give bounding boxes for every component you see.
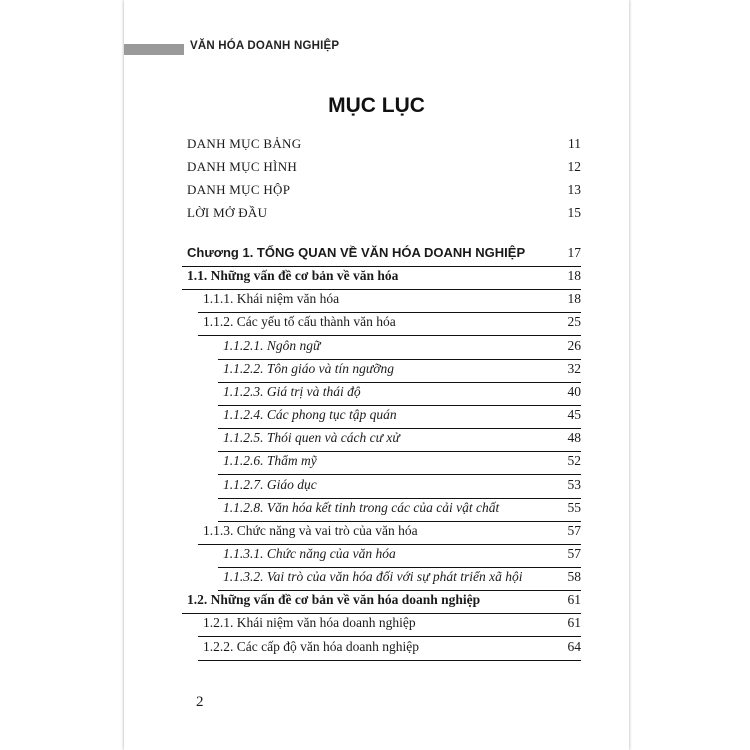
toc-entry-label: 1.2. Những vấn đề cơ bản về văn hóa doanh nghiệp (187, 592, 481, 607)
toc-entry-page: 12 (567, 159, 581, 174)
toc-entry-rule (198, 636, 581, 637)
toc-entry-chapter (124, 245, 629, 267)
toc-entry-label: 1.1.2.3. Giá trị và thái độ (223, 384, 361, 399)
toc-entry-page: 26 (567, 338, 581, 353)
toc-entry-rule (218, 428, 581, 429)
toc-entry-label: 1.1.3.1. Chức năng của văn hóa (223, 546, 396, 561)
toc-entry-rule (218, 474, 581, 475)
toc-entry-rule (218, 498, 581, 499)
toc-entry-label: 1.1.2.7. Giáo dục (223, 477, 317, 492)
toc-entry-rule (218, 521, 581, 522)
toc-entry-label: 1.1.2.1. Ngôn ngữ (223, 338, 321, 353)
toc-entry-page: 15 (567, 205, 581, 220)
toc-entry-rule (182, 289, 581, 290)
toc-entry-rule (198, 335, 581, 336)
toc-entry-page: 57 (567, 523, 581, 538)
toc-entry-page: 58 (567, 569, 581, 584)
toc-entry-sec (124, 592, 629, 614)
toc-front-item (124, 159, 629, 181)
toc-entry-page: 13 (567, 182, 581, 197)
page-number: 2 (196, 694, 204, 710)
toc-entry-label: 1.1.2. Các yếu tố cấu thành văn hóa (203, 314, 396, 329)
toc-entry-page: 61 (567, 615, 581, 630)
toc-entry-page: 11 (568, 136, 581, 151)
toc-entry-label: 1.1.1. Khái niệm văn hóa (203, 291, 340, 306)
toc-entry-rule (218, 405, 581, 406)
toc-heading: MỤC LỤC (328, 94, 425, 117)
toc-front-item (124, 182, 629, 204)
toc-entry-sub3 (124, 361, 629, 383)
toc-entry-sub2 (124, 639, 629, 661)
toc-entry-page: 32 (567, 361, 581, 376)
toc-entry-sec (124, 268, 629, 290)
toc-entry-sub2 (124, 291, 629, 313)
toc-front-item (124, 136, 629, 158)
toc-entry-sub2 (124, 615, 629, 637)
toc-entry-sub3 (124, 477, 629, 499)
toc-entry-page: 18 (567, 268, 581, 283)
toc-entry-label: 1.1.2.4. Các phong tục tập quán (223, 407, 397, 422)
toc-entry-page: 48 (567, 430, 581, 445)
toc-entry-page: 25 (567, 314, 581, 329)
toc-entry-label: 1.1.2.5. Thói quen và cách cư xử (223, 430, 400, 445)
header-bar (124, 44, 184, 55)
toc-entry-sub3 (124, 430, 629, 452)
toc-entry-page: 61 (567, 592, 581, 607)
toc-entry-label: DANH MỤC HỘP (187, 182, 291, 197)
toc-entry-label: 1.1.3.2. Vai trò của văn hóa đối với sự phát triển xã hội (223, 569, 523, 584)
toc-entry-label: 1.2.2. Các cấp độ văn hóa doanh nghiệp (203, 639, 419, 654)
toc-entry-page: 40 (567, 384, 581, 399)
toc-entry-sub3 (124, 453, 629, 475)
toc-entry-rule (198, 312, 581, 313)
running-header-title: VĂN HÓA DOANH NGHIỆP (190, 40, 340, 52)
toc-entry-rule (218, 382, 581, 383)
toc-entry-label: 1.1. Những vấn đề cơ bản về văn hóa (187, 268, 399, 283)
toc-entry-sub2 (124, 314, 629, 336)
toc-entry-rule (182, 266, 581, 267)
toc-entry-label: 1.1.3. Chức năng và vai trò của văn hóa (203, 523, 418, 538)
toc-entry-page: 55 (567, 500, 581, 515)
book-page (124, 0, 629, 750)
toc-entry-label: 1.1.2.6. Thẩm mỹ (223, 453, 317, 468)
toc-entry-sub2 (124, 523, 629, 545)
toc-entry-page: 64 (567, 639, 581, 654)
toc-entry-sub3 (124, 569, 629, 591)
toc-entry-sub3 (124, 384, 629, 406)
toc-entry-label: 1.1.2.8. Văn hóa kết tinh trong các của cải vật chất (223, 500, 500, 515)
toc-entry-label: 1.1.2.2. Tôn giáo và tín ngưỡng (223, 361, 394, 376)
toc-entry-sub3 (124, 407, 629, 429)
toc-entry-page: 57 (567, 546, 581, 561)
toc-entry-page: 53 (567, 477, 581, 492)
toc-front-item (124, 205, 629, 227)
toc-entry-sub3 (124, 338, 629, 360)
toc-entry-page: 52 (567, 453, 581, 468)
toc-entry-label: 1.2.1. Khái niệm văn hóa doanh nghiệp (203, 615, 416, 630)
toc-entry-page: 18 (567, 291, 581, 306)
toc-entry-rule (218, 451, 581, 452)
toc-entry-page: 45 (567, 407, 581, 422)
toc-entry-label: DANH MỤC BẢNG (187, 136, 302, 151)
toc-entry-label: DANH MỤC HÌNH (187, 159, 298, 174)
toc-entry-rule (198, 544, 581, 545)
toc-entry-rule (198, 660, 581, 661)
toc-entry-rule (218, 359, 581, 360)
toc-entry-label: LỜI MỞ ĐẦU (187, 205, 268, 220)
toc-entry-rule (182, 613, 581, 614)
toc-entry-sub3 (124, 546, 629, 568)
toc-entry-sub3 (124, 500, 629, 522)
toc-entry-page: 17 (567, 245, 581, 260)
toc-entry-rule (218, 567, 581, 568)
toc-entry-label: Chương 1. TỔNG QUAN VỀ VĂN HÓA DOANH NGHIỆP (187, 245, 526, 260)
toc-entry-rule (218, 590, 581, 591)
